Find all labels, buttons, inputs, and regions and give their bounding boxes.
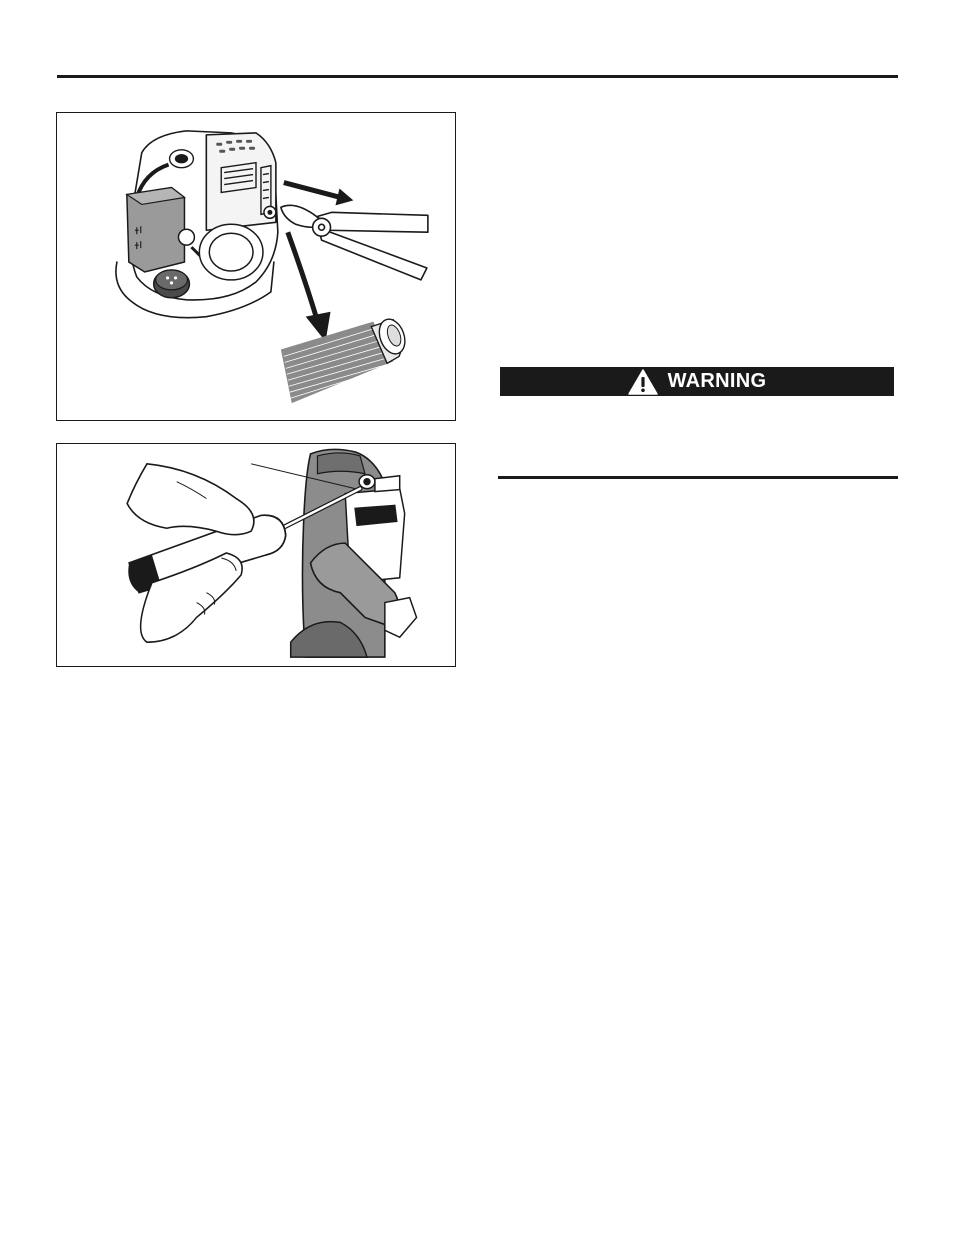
screwdriver-adjustment-illustration: [57, 444, 455, 666]
figure-engine-spark-arrestor: [56, 112, 456, 421]
engine-spark-arrestor-illustration: [57, 113, 455, 420]
figure-carburetor-adjustment: [56, 443, 456, 667]
header-rule: [57, 75, 898, 78]
exclamation-triangle-icon: [628, 369, 658, 395]
warning-banner: [500, 367, 894, 396]
warning-label: WARNING: [667, 370, 767, 392]
section-rule: [498, 476, 898, 479]
